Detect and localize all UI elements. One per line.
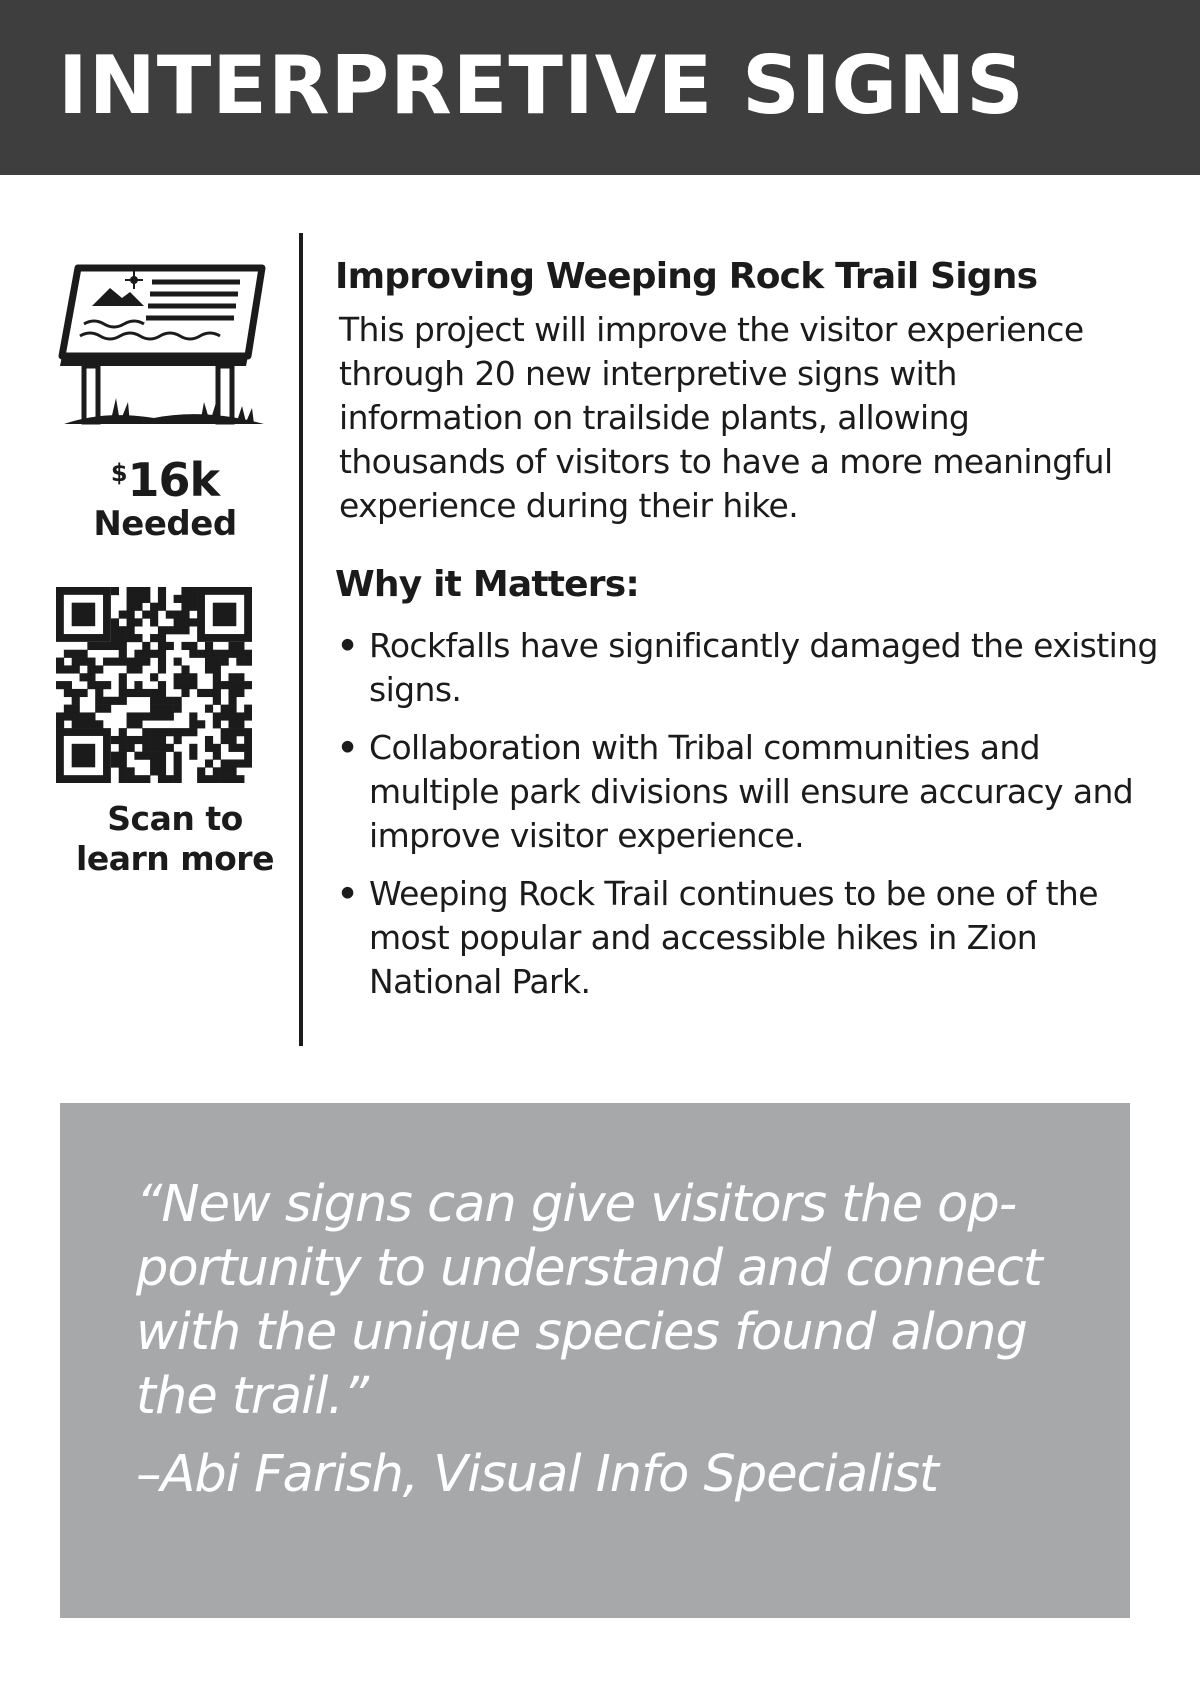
sidebar [40,240,290,879]
page-title: INTERPRETIVE SIGNS [58,39,1025,132]
funding-value: 16k [127,453,220,507]
quote-attribution: –Abi Farish, Visual Info Specialist [136,1445,938,1504]
list-item-text: Weeping Rock Trail continues to be one of the most popular and accessible hikes in Zion National Park. [369,874,1098,1001]
scan-label-line-1: Scan to [107,799,243,838]
project-content [335,252,1158,1018]
interpretive-sign-icon [50,258,270,433]
scan-label [40,799,290,879]
list-item [335,726,1159,858]
header-banner [0,0,1200,175]
why-heading: Why it Matters: [335,564,639,605]
bullet-icon: • [337,626,358,665]
scan-label-line-2: learn more [76,839,274,878]
list-item [335,624,1159,712]
quote-text: “New signs can give visitors the op-portunity to understand and connect with the unique species found along the trail.” [136,1175,1042,1426]
bullet-icon: • [337,874,358,913]
funding-label: Needed [93,504,237,544]
funding-amount [40,453,290,507]
quote-box [60,1103,1130,1618]
why-list [335,624,1158,1004]
qr-code-icon[interactable] [56,587,252,783]
list-item-text: Collaboration with Tribal communities and multiple park divisions will ensure accuracy and improve visitor experience. [369,728,1134,855]
project-description: This project will improve the visitor experience through 20 new interpretive signs with information on trailside plants, allowing thousands of visitors to have a more meaningful experience during their hike. [339,310,1113,525]
project-title: Improving Weeping Rock Trail Signs [335,256,1038,297]
currency-symbol: $ [110,459,128,487]
vertical-divider [299,233,303,1046]
list-item-text: Rockfalls have significantly damaged the existing signs. [369,626,1158,709]
bullet-icon: • [337,728,358,767]
list-item [335,872,1159,1004]
